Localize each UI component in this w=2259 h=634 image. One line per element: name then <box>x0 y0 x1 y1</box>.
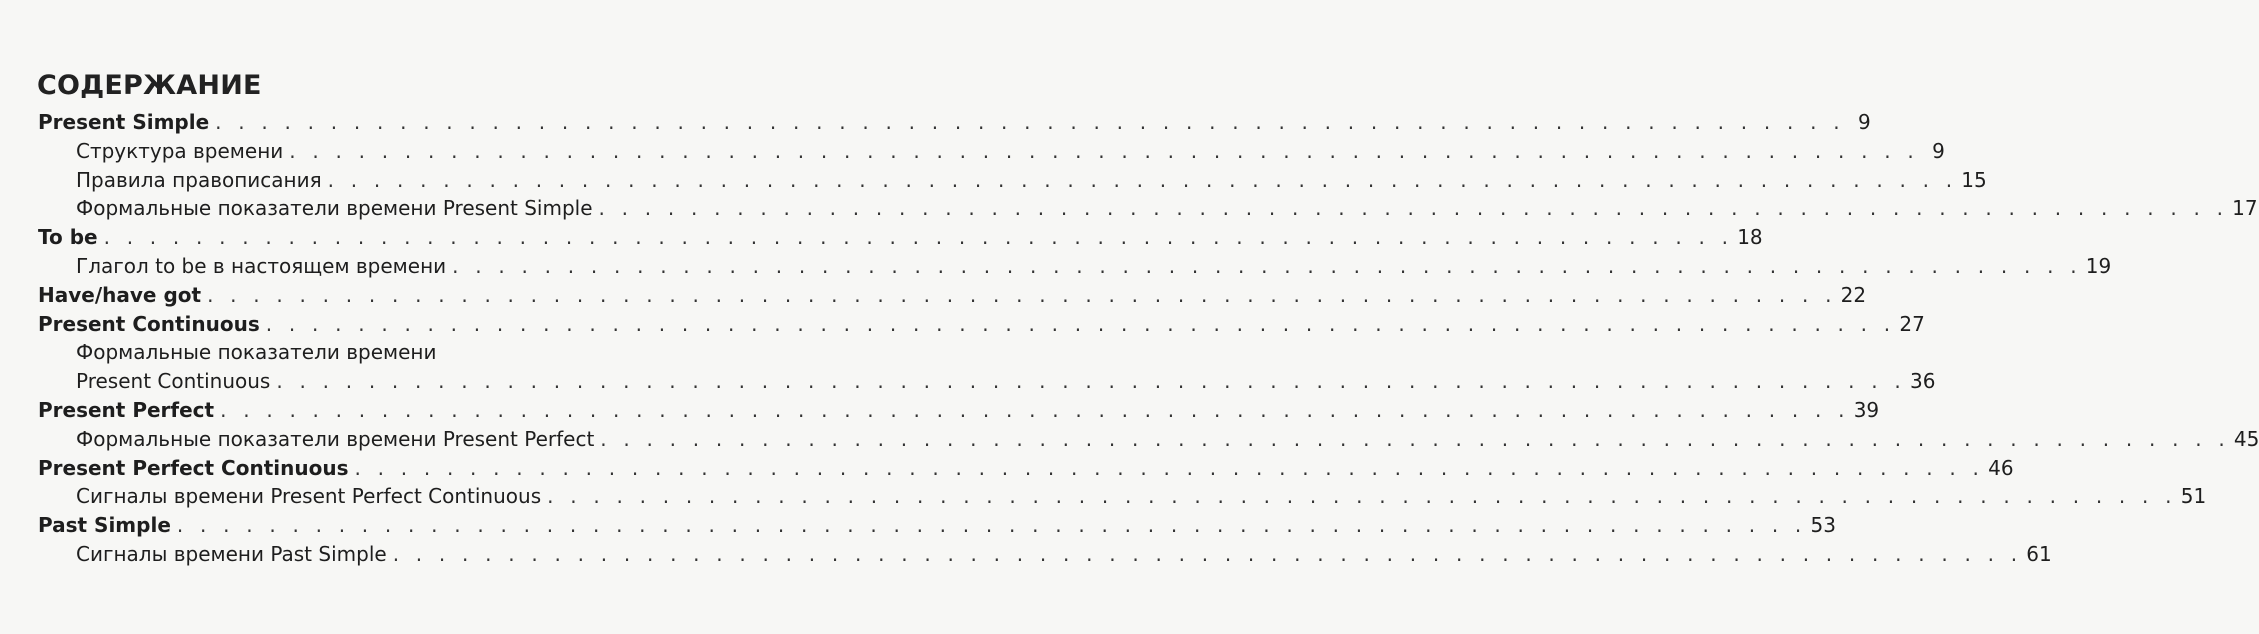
toc-entry-title: Формальные показатели времени Present Perfect <box>76 426 595 451</box>
toc-page-number: 27 <box>1899 311 1925 336</box>
toc-dot-leader: . . . . . . . . . . . . . . . . . . . . . . . . . . . . . . . . . . . . . . . . . . . . . . . . . . . . . . . . . . . . . . . . . . . . . . . <box>207 282 1837 307</box>
toc-page-number: 36 <box>1909 369 1936 394</box>
toc-section-entry <box>38 108 1871 137</box>
toc-page-number: 61 <box>2026 541 2052 566</box>
toc-section-entry <box>38 454 2014 483</box>
toc-dot-leader: . . . . . . . . . . . . . . . . . . . . . . . . . . . . . . . . . . . . . . . . . . . . . . . . . . . . . . . . . . . . . . . . . . . . . . . <box>354 455 1985 480</box>
toc-subsection-entry <box>38 194 2258 223</box>
toc-entry-title: Глагол to be в настоящем времени <box>76 253 447 278</box>
toc-section-entry <box>38 310 1925 339</box>
toc-entry-title: Сигналы времени Present Perfect Continuous <box>76 484 542 509</box>
toc-dot-leader: . . . . . . . . . . . . . . . . . . . . . . . . . . . . . . . . . . . . . . . . . . . . . . . . . . . . . . . . . . . . . . . . . . . . . . . <box>289 138 1919 163</box>
toc-dot-leader: . . . . . . . . . . . . . . . . . . . . . . . . . . . . . . . . . . . . . . . . . . . . . . . . . . . . . . . . . . . . . . . . . . . . . . . <box>598 196 2229 221</box>
toc-page-number: 45 <box>2233 426 2259 451</box>
toc-subsection-entry <box>38 367 1936 396</box>
toc-dot-leader: . . . . . . . . . . . . . . . . . . . . . . . . . . . . . . . . . . . . . . . . . . . . . . . . . . . . . . . . . . . . . . . . . . . . . . . <box>215 110 1845 134</box>
toc-entry-title: Present Simple <box>38 110 210 134</box>
toc-entry-title: Правила правописания <box>76 167 322 192</box>
toc-entry-title: Present Continuous <box>38 311 260 336</box>
toc-entry-title: Present Perfect Continuous <box>38 455 349 480</box>
toc-page-number: 19 <box>2085 253 2112 278</box>
toc-entry-title: Have/have got <box>38 282 202 307</box>
toc-entry-title: Past Simple <box>38 513 171 538</box>
toc-dot-leader: . . . . . . . . . . . . . . . . . . . . . . . . . . . . . . . . . . . . . . . . . . . . . . . . . . . . . . . . . . . . . . . . . . . . . . . <box>547 484 2177 509</box>
toc-subsection-entry <box>38 540 2052 569</box>
toc-subsection-entry <box>38 166 1987 195</box>
toc-page-number: 15 <box>1961 167 1987 192</box>
toc-subsection-entry <box>38 482 2207 511</box>
toc-section-entry <box>38 396 1880 425</box>
toc-subsection-entry <box>38 425 2259 454</box>
table-of-contents <box>38 108 2259 569</box>
toc-entry-title: Формальные показатели времени Present Simple <box>76 196 593 221</box>
toc-entry-title: Структура времени <box>76 138 284 163</box>
toc-page-number: 51 <box>2180 484 2207 509</box>
toc-dot-leader: . . . . . . . . . . . . . . . . . . . . . . . . . . . . . . . . . . . . . . . . . . . . . . . . . . . . . . . . . . . . . . . . . . . . . . . <box>327 167 1958 192</box>
toc-entry-title: Present Continuous <box>76 369 271 394</box>
toc-page-number: 9 <box>1932 138 1945 163</box>
toc-page-number: 17 <box>2232 196 2258 221</box>
toc-entry-title: Сигналы времени Past Simple <box>76 541 387 566</box>
toc-dot-leader: . . . . . . . . . . . . . . . . . . . . . . . . . . . . . . . . . . . . . . . . . . . . . . . . . . . . . . . . . . . . . . . . . . . . . . . <box>103 225 1734 250</box>
toc-dot-leader: . . . . . . . . . . . . . . . . . . . . . . . . . . . . . . . . . . . . . . . . . . . . . . . . . . . . . . . . . . . . . . . . . . . . . . . <box>452 253 2082 278</box>
toc-dot-leader: . . . . . . . . . . . . . . . . . . . . . . . . . . . . . . . . . . . . . . . . . . . . . . . . . . . . . . . . . . . . . . . . . . . . . . . <box>176 513 1807 538</box>
toc-subsection-entry <box>38 252 2112 281</box>
toc-entry-title: Формальные показатели времени <box>76 340 437 365</box>
toc-page-number: 39 <box>1853 397 1880 422</box>
toc-section-entry <box>38 511 1836 540</box>
toc-dot-leader: . . . . . . . . . . . . . . . . . . . . . . . . . . . . . . . . . . . . . . . . . . . . . . . . . . . . . . . . . . . . . . . . . . . . . . . <box>220 397 1850 422</box>
toc-subsection-entry <box>38 338 668 367</box>
toc-entry-title: To be <box>38 225 98 250</box>
toc-section-entry <box>38 223 1763 252</box>
toc-page-number: 53 <box>1810 513 1836 538</box>
toc-dot-leader: . . . . . . . . . . . . . . . . . . . . . . . . . . . . . . . . . . . . . . . . . . . . . . . . . . . . . . . . . . . . . . . . . . . . . . . <box>600 426 2230 451</box>
toc-section-entry <box>38 281 1867 310</box>
toc-page-number: 9 <box>1858 110 1871 134</box>
toc-dot-leader: . . . . . . . . . . . . . . . . . . . . . . . . . . . . . . . . . . . . . . . . . . . . . . . . . . . . . . . . . . . . . . . . . . . . . . . <box>276 369 1906 394</box>
toc-entry-title: Present Perfect <box>38 397 215 422</box>
toc-subsection-entry <box>38 137 1945 166</box>
page-title: СОДЕРЖАНИЕ <box>37 70 262 101</box>
toc-dot-leader: . . . . . . . . . . . . . . . . . . . . . . . . . . . . . . . . . . . . . . . . . . . . . . . . . . . . . . . . . . . . . . . . . . . . . . . <box>392 541 2023 566</box>
toc-dot-leader: . . . . . . . . . . . . . . . . . . . . . . . . . . . . . . . . . . . . . . . . . . . . . . . . . . . . . . . . . . . . . . . . . . . . . . . <box>265 311 1896 336</box>
toc-page-number: 18 <box>1737 225 1763 250</box>
toc-page-number: 22 <box>1840 282 1867 307</box>
toc-page-number: 46 <box>1988 455 2014 480</box>
